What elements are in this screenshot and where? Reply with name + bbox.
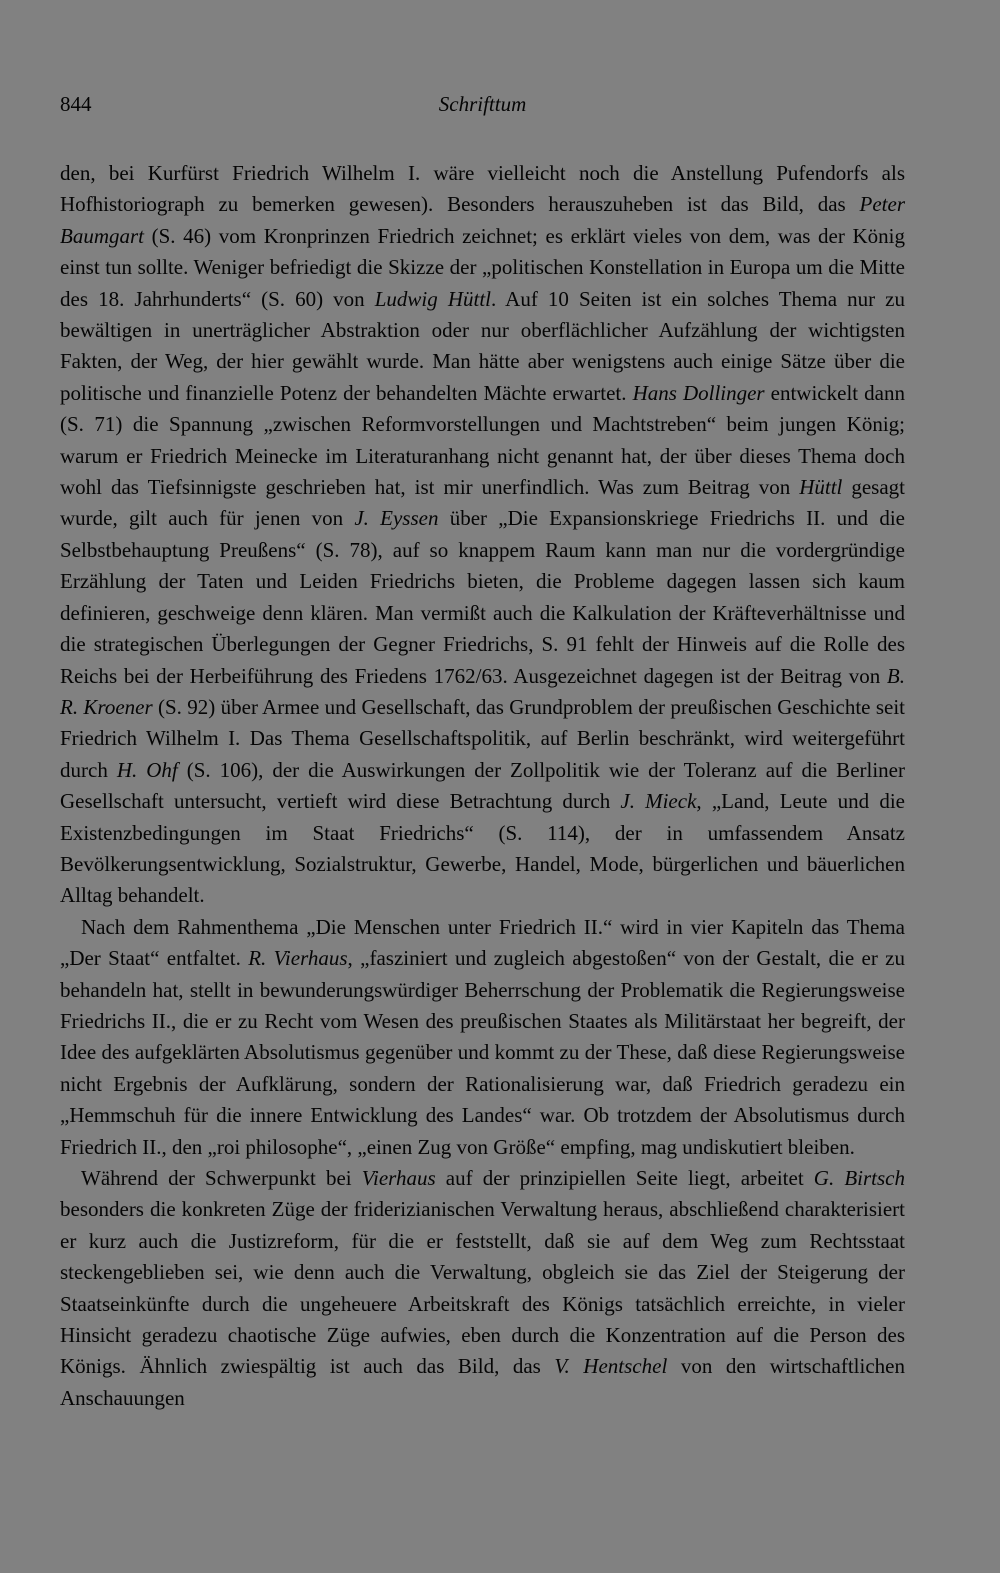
text-run: Nach dem Rahmenthema „Die Menschen unter Friedrich II.“ wird in vier Kapiteln das Thema „Der Staat“ entfaltet. <box>60 914 905 971</box>
text-run: entwickelt dann (S. 71) die Spannung „zwischen Reformvorstellungen und Machtstreben“ beim jungen König; warum er Friedrich Meinecke im Literaturanhang nicht genannt hat, der über dieses Thema doch wohl das Tiefsinnigste geschrieben hat, ist mir unerfindlich. Was zum Beitrag von <box>60 380 905 500</box>
paragraph <box>60 1163 905 1414</box>
author-name: Hüttl <box>799 475 843 500</box>
author-name: J. Mieck <box>620 789 697 814</box>
page-number: 844 <box>60 92 92 116</box>
text-run: über „Die Expansionskriege Friedrichs II. und die Selbstbehauptung Preußens“ (S. 78), auf so knappem Raum kann man nur die vordergründige Erzählung der Taten und Leiden Friedrichs bieten, die Probleme dagegen lassen sich kaum definieren, geschweige denn klären. Man vermißt auch die Kalkulation der Kräfteverhältnisse und die strategischen Überlegungen der Gegner Friedrichs, S. 91 fehlt der Hinweis auf die Rolle des Reichs bei der Herbeiführung des Friedens 1762/63. Ausgezeichnet dagegen ist der Beitrag von <box>60 506 905 688</box>
text-run: auf der prinzipiellen Seite liegt, arbeitet <box>435 1166 814 1190</box>
text-run: . Auf 10 Seiten ist ein solches Thema nur zu bewältigen in unerträglicher Abstraktion oder nur oberflächlicher Aufzählung der wichtigsten Fakten, der Weg, der hier gewählt wurde. Man hätte aber wenigstens auch einige Sätze über die politische und finanzielle Potenz der behandelten Mächte erwartet. <box>60 286 905 405</box>
paragraph <box>60 912 905 1163</box>
text-run: (S. 46) vom Kronprinzen Friedrich zeichnet; es erklärt vieles von dem, was der König einst tun sollte. Weniger befriedigt die Skizze der „politischen Konstellation in Europa um die Mitte des 18. Jahrhunderts“ (S. 60) von <box>60 223 905 311</box>
page-header <box>60 92 905 122</box>
text-run: den, bei Kurfürst Friedrich Wilhelm I. wäre vielleicht noch die Anstellung Pufendorfs als Hofhistoriograph zu bemerken gewesen). Besonders herauszuheben ist das Bild, das <box>60 161 905 217</box>
author-name: H. Ohf <box>116 757 178 782</box>
author-name: V. Hentschel <box>554 1354 668 1379</box>
body-text <box>60 158 905 1414</box>
author-name: G. Birtsch <box>813 1166 905 1190</box>
text-run: Während der Schwerpunkt bei <box>81 1166 362 1190</box>
author-name: B. R. Kroener <box>60 663 905 719</box>
paragraph <box>60 158 905 912</box>
text-run: (S. 92) über Armee und Gesellschaft, das Grundproblem der preußischen Geschichte seit Friedrich Wilhelm I. Das Thema Gesellschaftspolitik, auf Berlin beschränkt, wird weitergeführt durch <box>60 694 906 782</box>
text-run: gesagt wurde, gilt auch für jenen von <box>60 475 905 531</box>
text-run: (S. 106), der die Auswirkungen der Zollpolitik wie der Toleranz auf die Berliner Gesellschaft untersucht, vertieft wird diese Betrachtung durch <box>60 757 905 814</box>
text-run: von den wirtschaftlichen Anschauungen <box>60 1354 905 1410</box>
text-run: , „Land, Leute und die Existenzbedingungen im Staat Friedrichs“ (S. 114), der in umfassendem Ansatz Bevölkerungsentwicklung, Sozialstruktur, Gewerbe, Handel, Mode, bürgerlichen und bäuerlichen Alltag behandelt. <box>60 789 905 908</box>
text-run: besonders die konkreten Züge der friderizianischen Verwaltung heraus, abschließend charakterisiert er kurz auch die Justizreform, für die er feststellt, daß sie auf dem Weg zum Rechtsstaat steckengeblieben sei, wie denn auch die Verwaltung, obgleich sie das Ziel der Steigerung der Staatseinkünfte durch die ungeheuere Arbeitskraft des Königs tatsächlich erreichte, in vieler Hinsicht geradezu chaotische Züge aufwies, eben durch die Konzentration auf die Person des Königs. Ähnlich zwiespältig ist auch das Bild, das <box>60 1197 905 1379</box>
author-name: R. Vierhaus <box>248 946 348 971</box>
author-name: J. Eyssen <box>354 506 439 531</box>
text-run: , „fasziniert und zugleich abgestoßen“ von der Gestalt, die er zu behandeln hat, stellt in bewunderungswürdiger Beherrschung der Problematik die Regierungsweise Friedrichs II., die er zu Recht vom Wesen des preußischen Staates als Militärstaat her begreift, der Idee des aufgeklärten Absolutismus gegenüber und kommt zu der These, daß diese Regierungsweise nicht Ergebnis der Aufklärung, sondern der Rationalisierung war, daß Friedrich geradezu ein „Hemmschuh für die innere Entwicklung des Landes“ war. Ob trotzdem der Absolutismus durch Friedrich II., den „roi philosophe“, „einen Zug von Größe“ empfing, mag undiskutiert bleiben. <box>60 946 906 1159</box>
author-name: Vierhaus <box>361 1166 436 1190</box>
running-title: Schrifttum <box>438 92 527 116</box>
author-name: Ludwig Hüttl <box>374 286 492 311</box>
author-name: Peter Baumgart <box>60 192 905 248</box>
author-name: Hans Dollinger <box>632 380 765 405</box>
